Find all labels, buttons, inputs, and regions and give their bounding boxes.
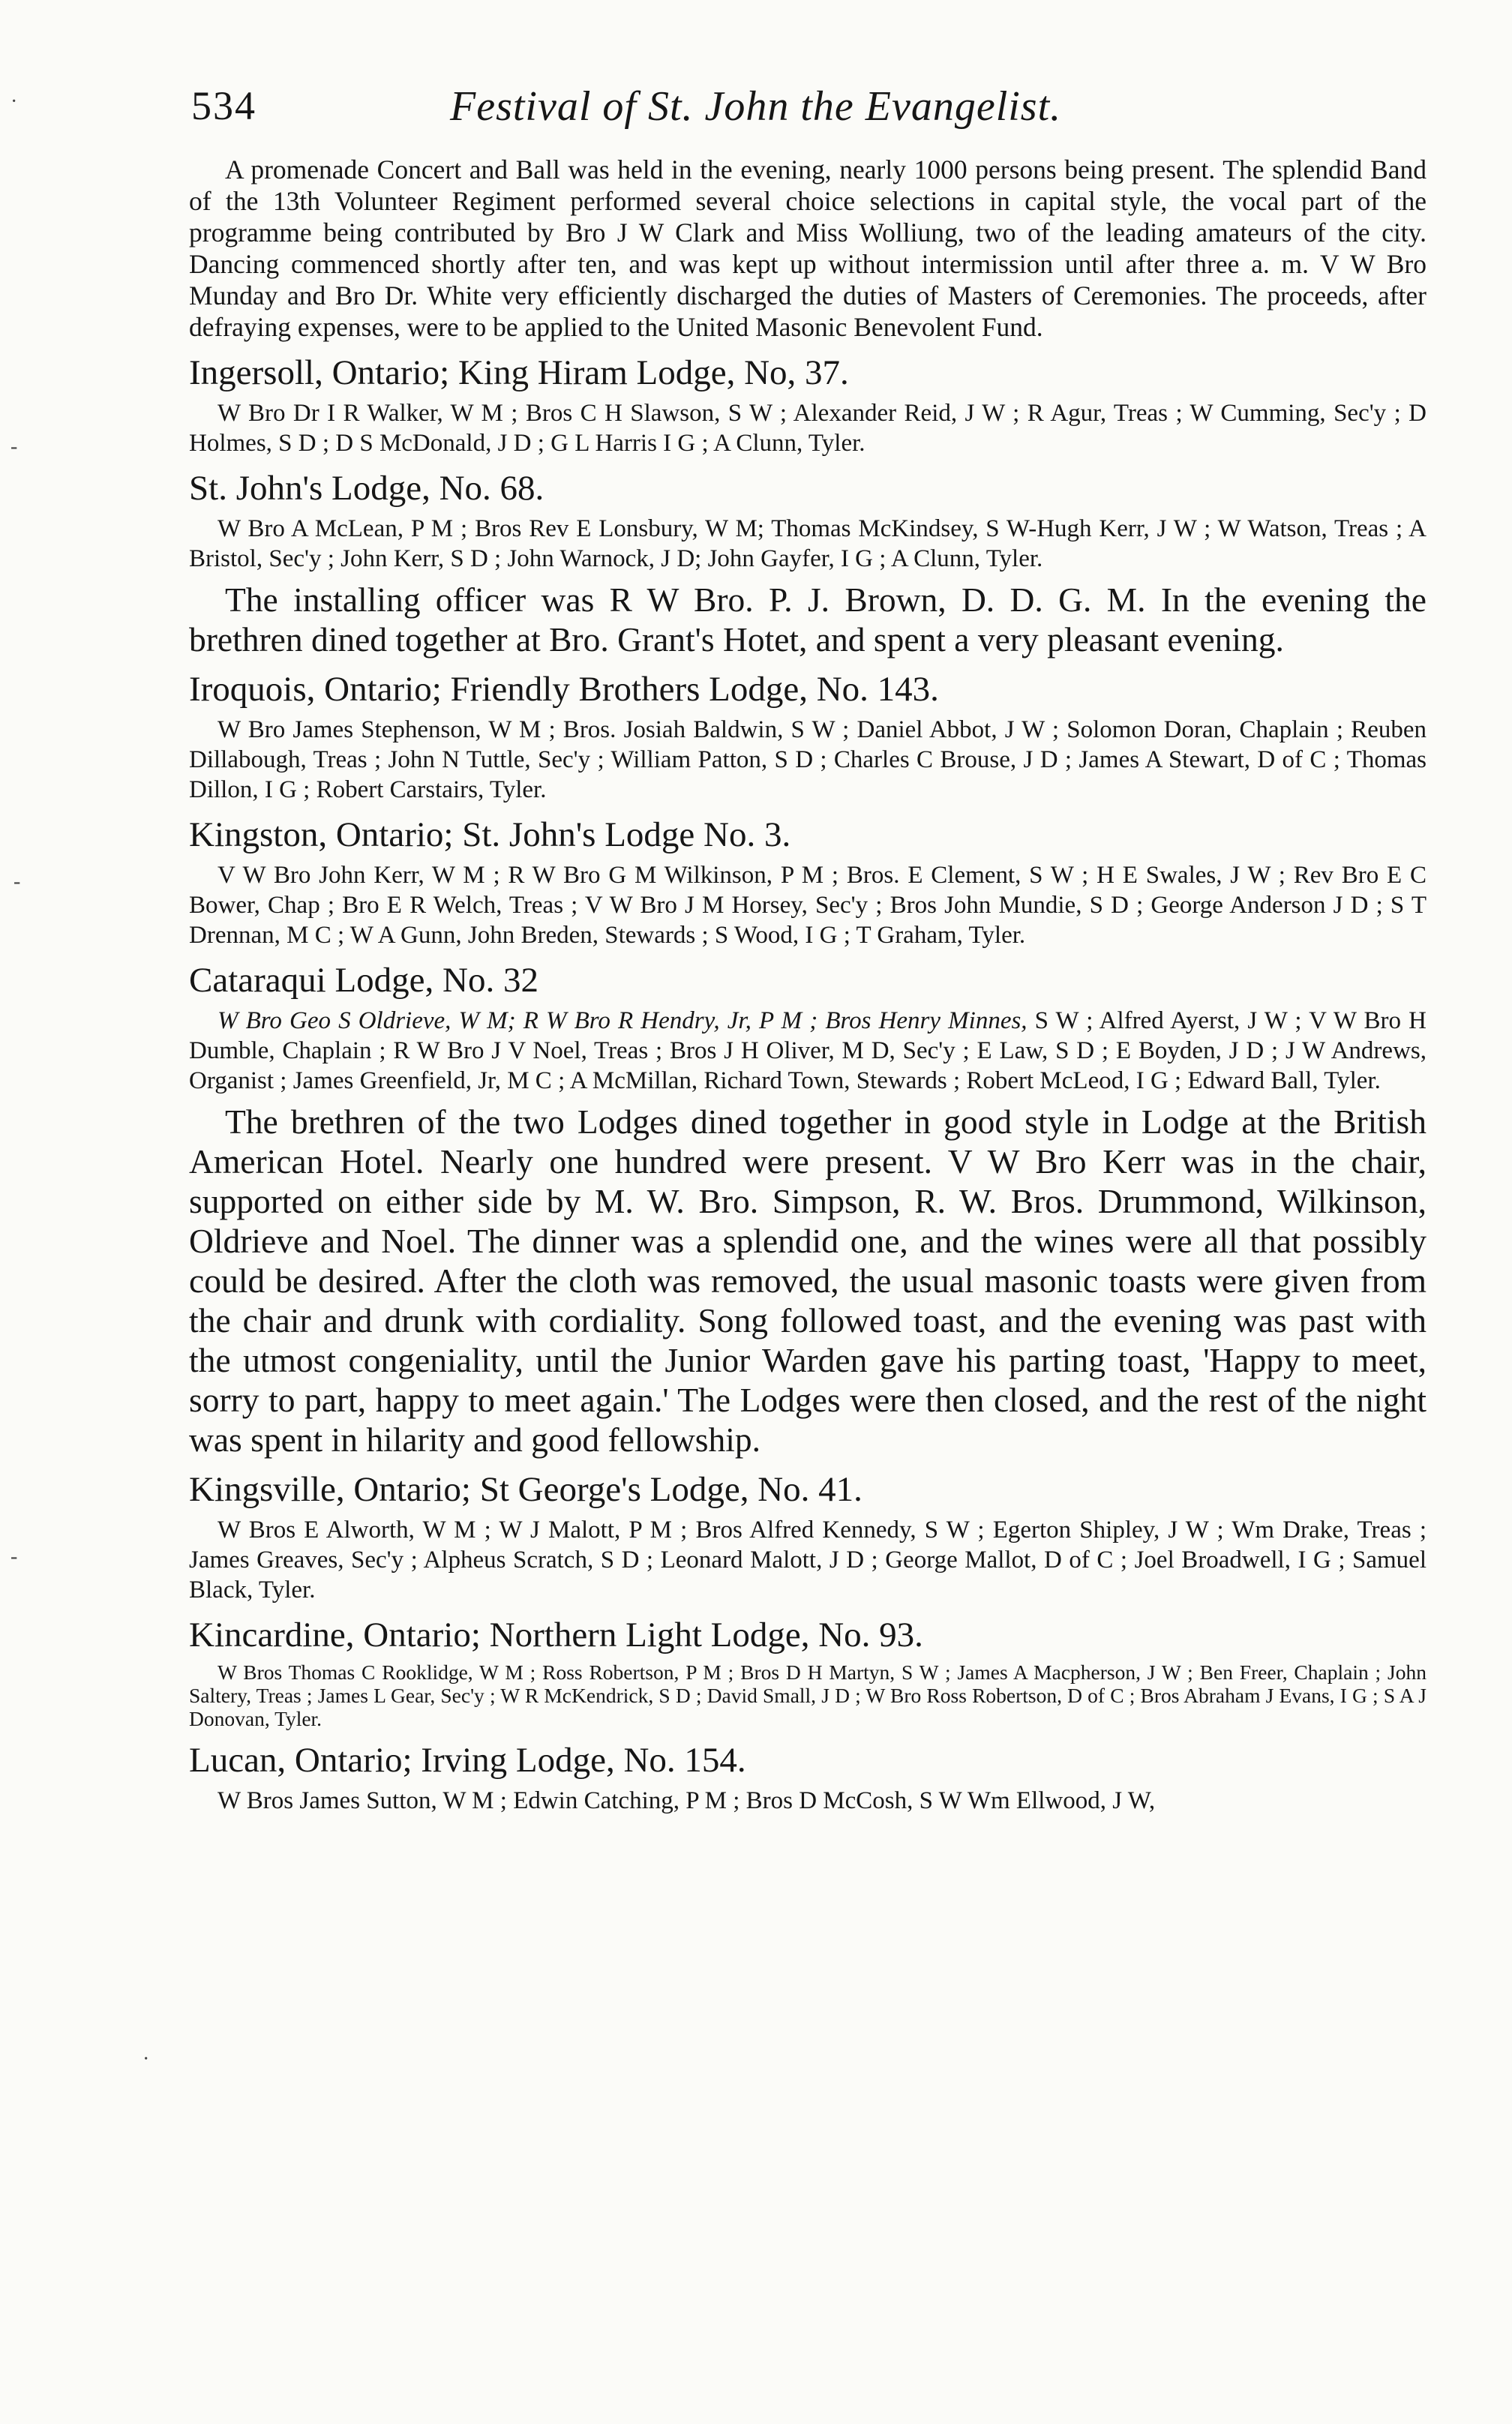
lodge-note: The brethren of the two Lodges dined together in good style in Lodge at the British American Hotel. Nearly one hundred were present. V W Bro Kerr was in the chair, supported on either side by M. W. Bro. Simpson, R. W. Bros. Drummond, Wilkinson, Oldrieve and Noel. The dinner was a splendid one, and the wines were all that possibly could be desired. After the cloth was removed, the usual masonic toasts were given from the chair and drunk with cordiality. Song followed toast, and the evening was past with the utmost congeniality, until the Junior Warden gave his parting toast, 'Happy to meet, sorry to part, happy to meet again.' The Lodges were then closed, and the rest of the night was spent in hilarity and good fellowship. [189, 1102, 1426, 1459]
officer-list [189, 1006, 1426, 1096]
running-title: Festival of St. John the Evangelist. [450, 83, 1062, 130]
lodge-heading: Cataraqui Lodge, No. 32 [189, 961, 538, 1000]
lodge-section [189, 959, 1426, 1460]
scan-mark: - [10, 1545, 18, 1568]
lodge-section [189, 352, 1426, 458]
officer-list: W Bro James Stephenson, W M ; Bros. Josiah Baldwin, S W ; Daniel Abbot, J W ; Solomon Doran, Chaplain ; Reuben Dillabough, Treas ; John N Tuttle, Sec'y ; William Patton, S D ; Charles C Brouse, J D ; James A Stewart, D of C ; Thomas Dillon, I G ; Robert Carstairs, Tyler. [189, 716, 1426, 803]
page-number: 534 [191, 83, 256, 128]
lodge-section [189, 1614, 1426, 1730]
officer-list: W Bros James Sutton, W M ; Edwin Catching, P M ; Bros D McCosh, S W Wm Ellwood, J W, [218, 1787, 1156, 1814]
lodge-heading: Iroquois, Ontario; Friendly Brothers Lodge, No. 143. [189, 670, 939, 709]
officer-list-italic: W Bro Geo S Oldrieve, W M; R W Bro R Hendry, Jr, P M ; Bros Henry Minnes, [218, 1007, 1028, 1034]
lodge-heading: Kingston, Ontario; St. John's Lodge No. 3. [189, 815, 791, 854]
officer-list: W Bro Dr I R Walker, W M ; Bros C H Slawson, S W ; Alexander Reid, J W ; R Agur, Treas ; W Cumming, Sec'y ; D Holmes, S D ; D S McDonald, J D ; G L Harris I G ; A Clunn, Tyler. [189, 400, 1426, 457]
lodge-heading: Kincardine, Ontario; Northern Light Lodge, No. 93. [189, 1616, 923, 1654]
scan-mark: - [10, 435, 18, 458]
scan-mark: · [142, 2048, 150, 2071]
lodge-section [189, 1739, 1426, 1816]
intro-paragraph: A promenade Concert and Ball was held in the evening, nearly 1000 persons being present. The splendid Band of the 13th Volunteer Regiment performed several choice selections in capital style, the vocal part of the programme being contributed by Bro J W Clark and Miss Wolliung, two of the leading amateurs of the city. Dancing commenced shortly after ten, and was kept up without intermission until after three a. m. V W Bro Munday and Bro Dr. White very efficiently discharged the duties of Masters of Ceremonies. The proceeds, after defraying expenses, were to be applied to the United Masonic Benevolent Fund. [189, 154, 1426, 342]
officer-list: W Bro A McLean, P M ; Bros Rev E Lonsbury, W M; Thomas McKindsey, S W-Hugh Kerr, J W ; W Watson, Treas ; A Bristol, Sec'y ; John Kerr, S D ; John Warnock, J D; John Gayfer, I G ; A Clunn, Tyler. [189, 515, 1426, 572]
officer-list-rest: S W ; Alfred Ayerst, J W ; V W Bro H Dumble, Chaplain ; R W Bro J V Noel, Treas ; Bros J H Oliver, M D, Sec'y ; E Law, S D ; E Boyden, J D ; J W Andrews, Organist ; James Greenfield, Jr, M C ; A McMillan, Richard Town, Stewards ; Robert McLeod, I G ; Edward Ball, Tyler. [189, 1007, 1426, 1094]
scan-mark: - [14, 870, 21, 893]
lodge-heading: Lucan, Ontario; Irving Lodge, No. 154. [189, 1741, 746, 1780]
lodge-section [189, 467, 1426, 659]
lodge-heading: Ingersoll, Ontario; King Hiram Lodge, No, 37. [189, 353, 849, 392]
officer-list: W Bros E Alworth, W M ; W J Malott, P M ; Bros Alfred Kennedy, S W ; Egerton Shipley, J W ; Wm Drake, Treas ; James Greaves, Sec'y ; Alpheus Scratch, S D ; Leonard Malott, J D ; George Mallot, D of C ; Joel Broadwell, I G ; Samuel Black, Tyler. [189, 1516, 1426, 1604]
officer-list: W Bros Thomas C Rooklidge, W M ; Ross Robertson, P M ; Bros D H Martyn, S W ; James A Macpherson, J W ; Ben Freer, Chaplain ; John Saltery, Treas ; James L Gear, Sec'y ; W R McKendrick, S D ; David Small, J D ; W Bro Ross Robertson, D of C ; Bros Abraham J Evans, I G ; S A J Donovan, Tyler. [189, 1660, 1426, 1730]
lodge-note: The installing officer was R W Bro. P. J. Brown, D. D. G. M. In the evening the brethren dined together at Bro. Grant's Hotet, and spent a very pleasant evening. [189, 580, 1426, 658]
page-body [189, 154, 1426, 1820]
page-header [191, 82, 1512, 135]
lodge-heading: Kingsville, Ontario; St George's Lodge, No. 41. [189, 1470, 862, 1509]
lodge-heading: St. John's Lodge, No. 68. [189, 469, 544, 508]
lodge-section [189, 668, 1426, 805]
officer-list: V W Bro John Kerr, W M ; R W Bro G M Wilkinson, P M ; Bros. E Clement, S W ; H E Swales, J W ; Rev Bro E C Bower, Chap ; Bro E R Welch, Treas ; V W Bro J M Horsey, Sec'y ; Bros John Mundie, S D ; George Anderson J D ; S T Drennan, M C ; W A Gunn, John Breden, Stewards ; S Wood, I G ; T Graham, Tyler. [189, 862, 1426, 949]
lodge-section [189, 1468, 1426, 1605]
scan-mark: · [10, 90, 18, 113]
lodge-section [189, 814, 1426, 950]
